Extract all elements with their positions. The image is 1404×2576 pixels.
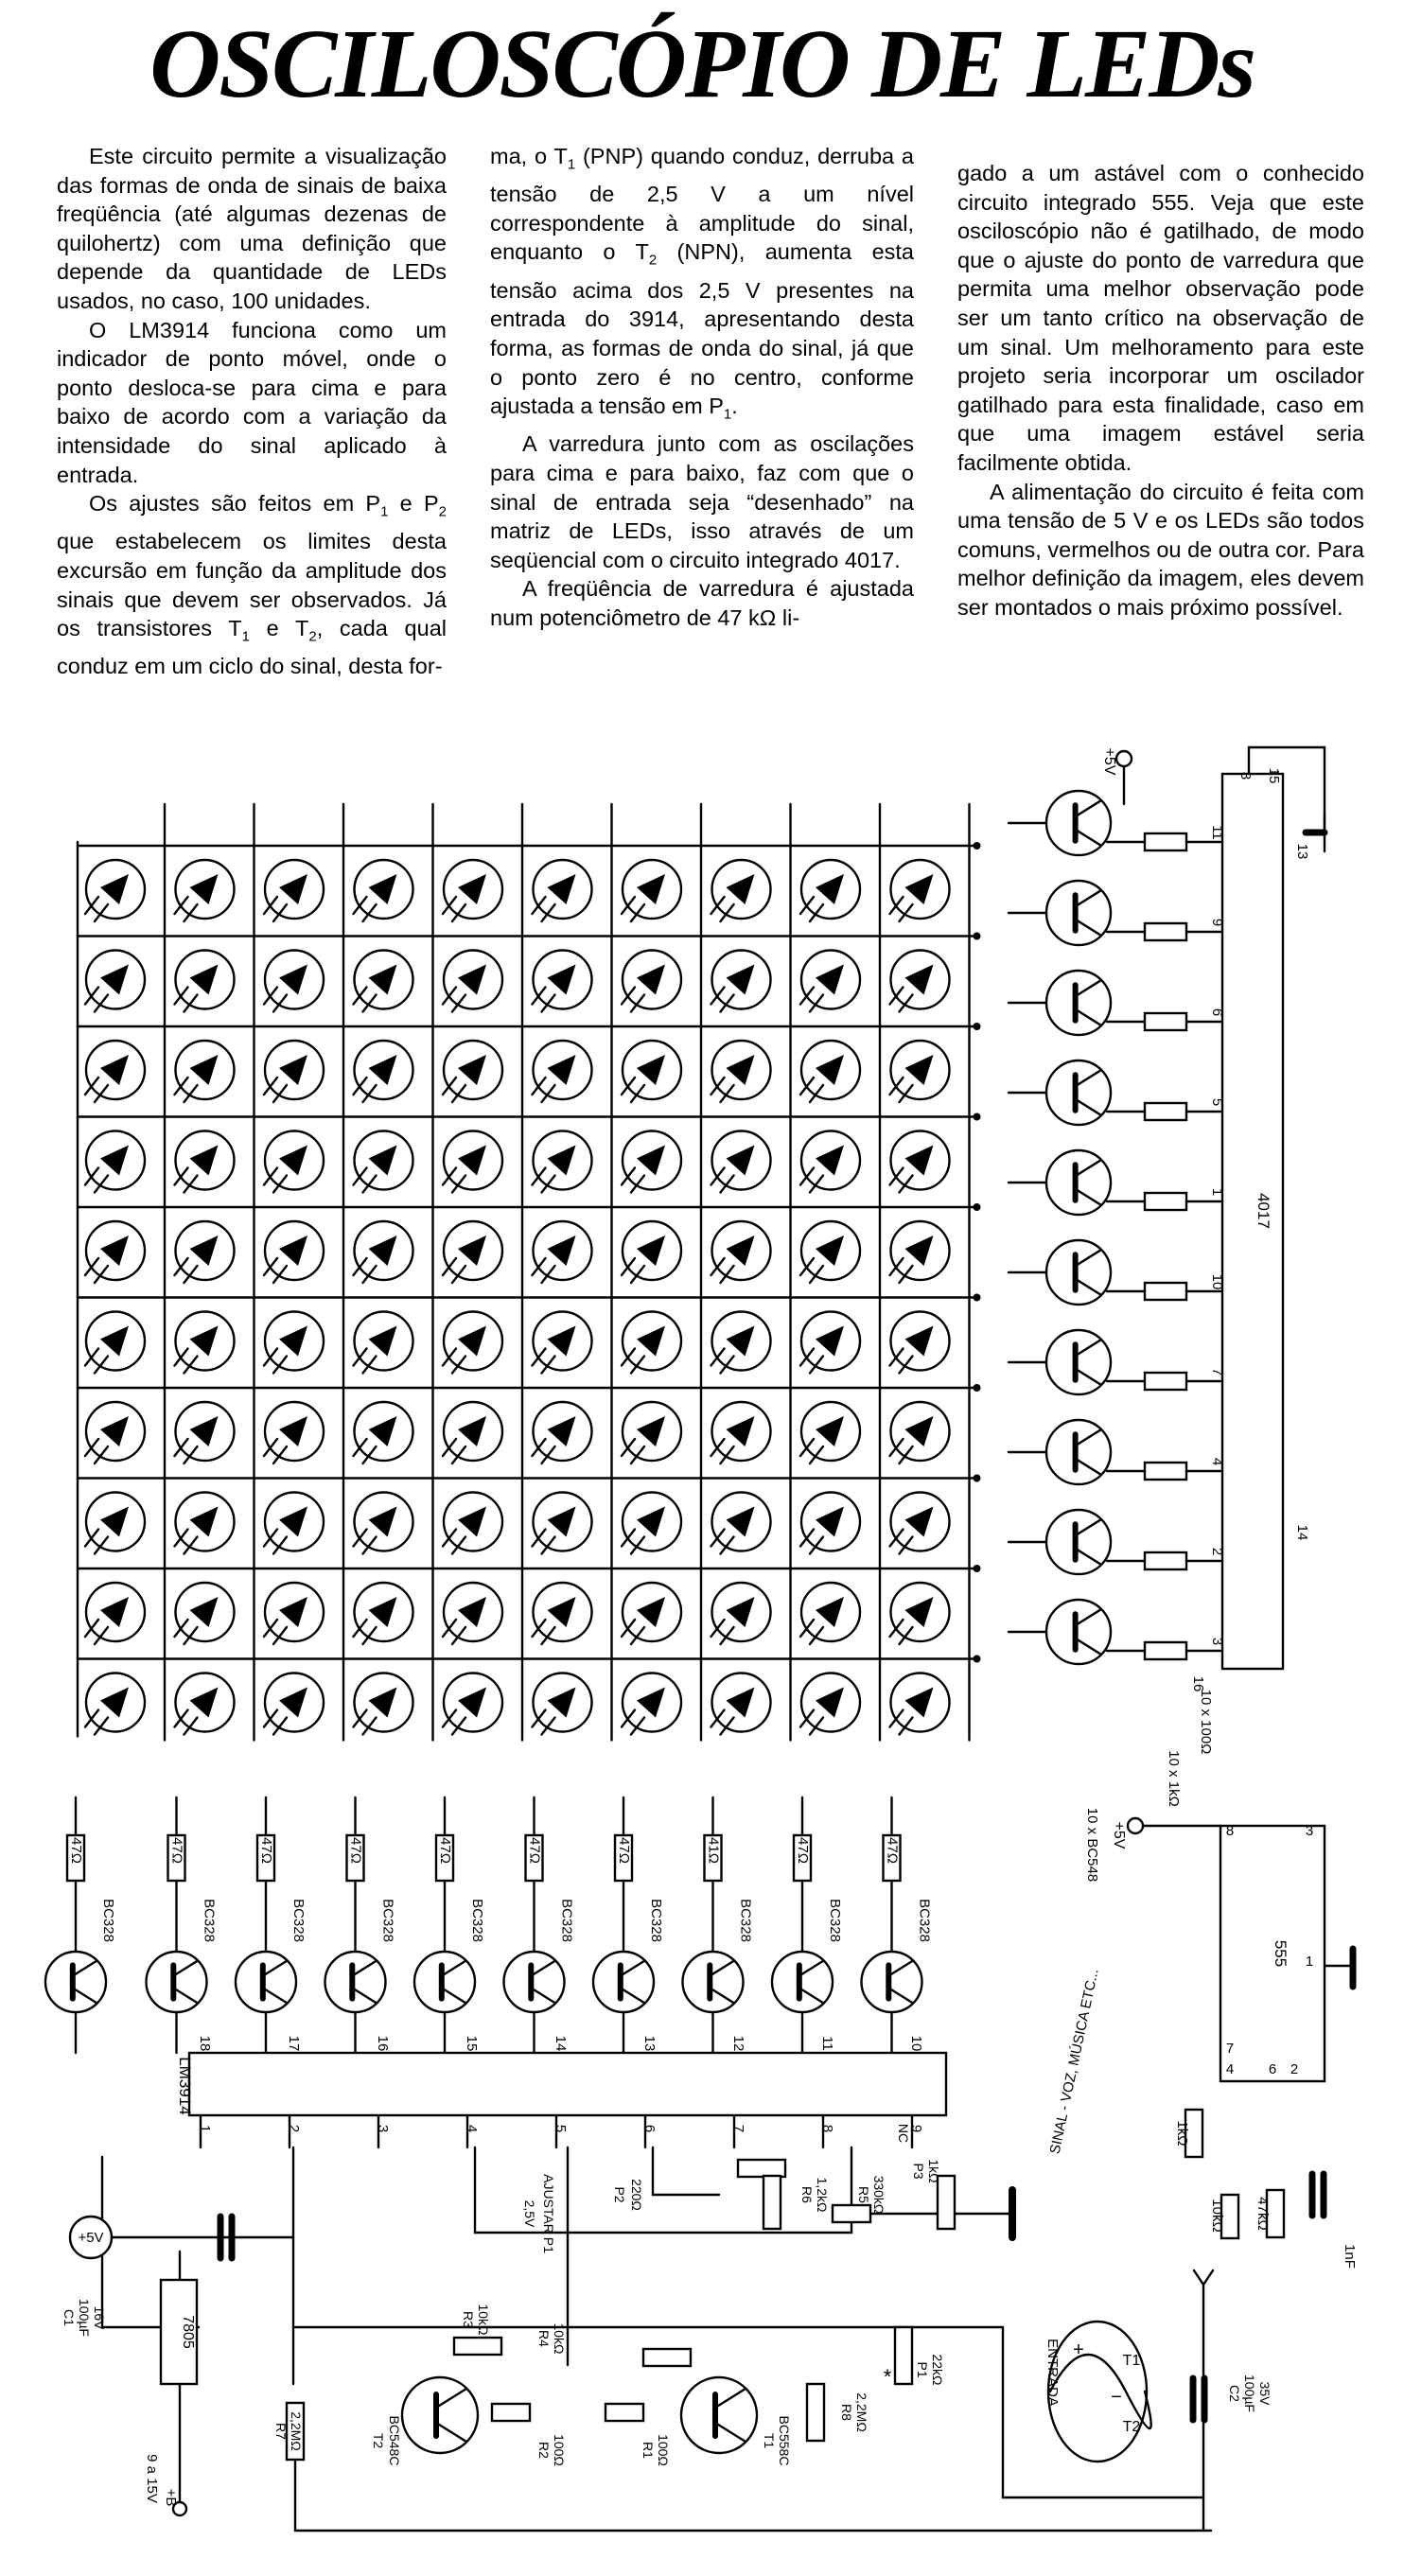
component-label: 1kΩ — [1174, 2120, 1190, 2147]
ic-4017 — [1222, 771, 1283, 1669]
component-label: R4 — [536, 2330, 552, 2347]
component-label: P2 — [612, 2186, 627, 2203]
junction-dot — [974, 842, 981, 850]
input-label: T2 — [1122, 2419, 1141, 2435]
subscript: 1 — [567, 156, 576, 173]
base-resistor — [1145, 1642, 1186, 1659]
pin-number: 17 — [286, 2035, 302, 2052]
component-label: 2,2MΩ — [854, 2392, 869, 2432]
resistor-r6 — [763, 2176, 781, 2229]
text-run: e T — [249, 616, 309, 641]
component-label: R5 — [856, 2186, 871, 2203]
pin-number: 4 — [1209, 1457, 1225, 1466]
input-label: + — [1073, 2339, 1084, 2360]
component-label: 47Ω — [168, 1837, 185, 1864]
resistor-r3 — [454, 2338, 501, 2355]
pin-number: 15 — [464, 2035, 480, 2052]
supply-terminal — [1116, 751, 1132, 766]
pin-number: 1 — [1209, 1187, 1225, 1197]
junction-dot — [974, 1023, 981, 1030]
subscript: 1 — [723, 406, 732, 423]
pin-number: 9 — [908, 2124, 924, 2133]
component-label: T1 — [762, 2432, 777, 2449]
part-number: BC328 — [201, 1899, 218, 1942]
pin-label: NC — [896, 2123, 911, 2144]
array-label: 10 x 1kΩ — [1166, 1750, 1182, 1807]
component-label: 7805 — [180, 2315, 196, 2349]
pin-number: 5 — [1209, 1097, 1225, 1107]
component-label: P3 — [911, 2163, 926, 2180]
supply-label: +B — [163, 2488, 179, 2507]
pin-number: 2 — [1290, 2061, 1299, 2077]
component-label: 22kΩ — [930, 2354, 945, 2386]
pin-number: 7 — [730, 2124, 746, 2133]
text-run: ma, o T — [490, 144, 568, 168]
pin-number: 8 — [819, 2124, 835, 2133]
pin-number: 14 — [553, 2035, 569, 2052]
paragraph: A varredura junto com as oscilações para cima e para baixo, faz com que o sinal de entrada seja “desenhado” na matriz de LEDs, isso através de um seqüencial com o circuito integrado 4017. — [490, 431, 914, 572]
base-resistor — [1145, 1193, 1186, 1210]
part-number: BC328 — [648, 1899, 664, 1942]
pin-number: 1 — [197, 2124, 213, 2133]
component-label: 2,2MΩ — [289, 2411, 304, 2451]
text-run: , cada qual conduz em um ciclo do sinal, desta for- — [57, 616, 447, 679]
subscript: 2 — [308, 628, 317, 645]
input-label: T1 — [1122, 2353, 1141, 2369]
pin-number: 7 — [1209, 1367, 1225, 1376]
subscript: 2 — [438, 503, 447, 520]
junction-dot — [974, 1475, 981, 1482]
pin-number: 3 — [1209, 1637, 1225, 1646]
paragraph — [57, 489, 447, 681]
junction-dot — [974, 1384, 981, 1392]
article-title: OSCILOSCÓPIO DE LEDs — [149, 9, 1255, 118]
part-number: BC328 — [916, 1899, 933, 1942]
resistor-r1 — [605, 2404, 643, 2421]
pin-number: 2 — [286, 2124, 302, 2133]
pin-number: 6 — [1268, 2061, 1277, 2077]
component-label: P1 — [915, 2361, 930, 2378]
subscript: 2 — [648, 253, 658, 270]
ic-label: 4017 — [1255, 1193, 1272, 1229]
pin-number: 5 — [553, 2124, 569, 2133]
part-number: BC328 — [100, 1899, 116, 1942]
note-label: SINAL - VOZ, MÚSICA ETC... — [1046, 1967, 1102, 2156]
base-resistor — [1145, 1552, 1186, 1569]
component-label: 100µF — [1242, 2374, 1257, 2412]
text-run: e P — [388, 491, 439, 517]
input-label: − — [1111, 2387, 1122, 2408]
component-label: R3 — [461, 2311, 476, 2328]
supply-label: +5V — [1101, 747, 1117, 776]
paragraph — [490, 142, 914, 429]
component-label: C1 — [61, 2309, 77, 2326]
paragraph: A freqüência de varredura é ajustada num potenciômetro de 47 kΩ li- — [490, 576, 914, 630]
component-label: 47Ω — [884, 1837, 901, 1864]
resistor-r2 — [492, 2404, 530, 2421]
pin-number: 7 — [1225, 2041, 1235, 2057]
wire — [653, 2147, 719, 2195]
input-waveform-frame — [1048, 2322, 1147, 2462]
supply-label: +5V — [1111, 1821, 1127, 1849]
paragraph: O LM3914 funciona como um indicador de ponto móvel, onde o ponto desloca-se para cima e para baixo de acordo com a variação da intensidade do sinal aplicado à entrada. — [57, 317, 447, 487]
supply-label: 9 a 15V — [144, 2454, 160, 2503]
component-label: 47Ω — [795, 1837, 811, 1864]
junction-dot — [974, 1565, 981, 1572]
pin-number: 2 — [1209, 1547, 1225, 1556]
pin-number: 14 — [1294, 1524, 1310, 1541]
component-label: R1 — [641, 2442, 656, 2459]
base-resistor — [1145, 1103, 1186, 1120]
wire — [1194, 2270, 1213, 2285]
component-label: 1,2kΩ — [815, 2177, 830, 2213]
pin-number: 15 — [1266, 767, 1282, 784]
pin-number: 10 — [908, 2035, 924, 2052]
schematic-labels — [61, 748, 1358, 2507]
pin-number: 6 — [641, 2124, 658, 2133]
pin-number: 11 — [1209, 825, 1225, 840]
resistor-r4 — [643, 2349, 691, 2366]
input-label: ENTRADA — [1044, 2339, 1061, 2407]
pin-number: 4 — [1225, 2061, 1235, 2077]
text-run: Os ajustes são feitos em P — [89, 491, 381, 517]
base-resistor — [1145, 1283, 1186, 1300]
part-number: BC328 — [558, 1899, 575, 1942]
component-label: 10kΩ — [1209, 2199, 1225, 2233]
component-label: 330kΩ — [871, 2175, 886, 2215]
component-label: 100Ω — [656, 2434, 671, 2466]
pot-p1 — [895, 2327, 912, 2384]
pin-number: 16 — [375, 2035, 391, 2052]
component-label: 100Ω — [552, 2434, 567, 2466]
ic-label: 555 — [1272, 1939, 1290, 1968]
schematic-diagram — [0, 719, 1404, 2576]
array-label: 10 x 100Ω — [1198, 1689, 1214, 1755]
component-label: C2 — [1227, 2385, 1242, 2402]
junction-dot — [974, 1294, 981, 1302]
component-label: 47Ω — [616, 1837, 632, 1864]
base-resistor — [1145, 1013, 1186, 1030]
component-label: 47kΩ — [1255, 2197, 1271, 2231]
pin-number: 3 — [1305, 1823, 1314, 1839]
junction-dot — [974, 1203, 981, 1211]
component-label: T2 — [371, 2432, 386, 2449]
text-run: (PNP) quando conduz, derruba a tensão de 2,5 V a um nível correspondente à amplitude do sinal, enquanto o T — [490, 144, 914, 265]
base-resistor — [1145, 923, 1186, 940]
junction-dot — [974, 933, 981, 940]
component-label: 47Ω — [347, 1837, 364, 1864]
pin-number: 16 — [1190, 1675, 1206, 1692]
ic-lm3914 — [189, 2053, 946, 2115]
part-number: BC328 — [379, 1899, 396, 1942]
component-label: 16V — [92, 2305, 107, 2330]
part-number: BC328 — [737, 1899, 754, 1942]
note-label: 2,5V — [522, 2199, 537, 2228]
component-label: R6 — [799, 2186, 815, 2203]
subscript: 1 — [380, 503, 389, 520]
component-label: BC558C — [777, 2415, 792, 2466]
pin-number: 6 — [1209, 1008, 1225, 1017]
junction-dot — [974, 1113, 981, 1121]
base-resistor — [1145, 1463, 1186, 1480]
component-label: 1kΩ — [926, 2159, 941, 2183]
ic-label: LM3914 — [176, 2057, 194, 2115]
text-column-3 — [957, 159, 1364, 622]
component-label: R2 — [536, 2442, 552, 2459]
component-label: 47Ω — [68, 1837, 84, 1864]
component-label: R7 — [273, 2423, 289, 2440]
text-column-2 — [490, 142, 914, 633]
component-label: 10kΩ — [552, 2322, 567, 2355]
pot-p3 — [938, 2176, 955, 2229]
component-label: 100µF — [77, 2299, 92, 2337]
component-label: 35V — [1257, 2381, 1272, 2406]
base-resistor — [1145, 1373, 1186, 1390]
pin-number: 9 — [1209, 918, 1225, 927]
pin-number: 13 — [1294, 843, 1310, 860]
array-label: 10 x BC548 — [1084, 1807, 1100, 1883]
pin-number: 11 — [819, 2036, 835, 2051]
component-label: 47Ω — [437, 1837, 453, 1864]
part-number: BC328 — [469, 1899, 485, 1942]
pin-number: 18 — [197, 2035, 213, 2052]
subscript: 1 — [241, 628, 250, 645]
supply-terminal — [1128, 1818, 1143, 1833]
pin-number: 1 — [1305, 1954, 1314, 1970]
pin-number: 8 — [1225, 1823, 1235, 1839]
component-label: 220Ω — [629, 2179, 644, 2211]
supply-label: +5V — [78, 2230, 104, 2246]
pin-number: 3 — [375, 2124, 391, 2133]
junction-dot — [974, 1656, 981, 1663]
paragraph: gado a um astável com o conhecido circuito integrado 555. Veja que este osciloscópio não é gatilhado, de modo que o ajuste do ponto de varredura que permita uma melhor observação pode ser um tanto crítico na observação de um sinal. Um melhoramento para este projeto seria incorporar um oscilador gatilhado para esta finalidade, caso em que uma imagem estável seria facilmente obtida. — [957, 161, 1364, 475]
base-resistor — [1145, 833, 1186, 850]
pin-number: 4 — [464, 2124, 480, 2133]
text-run: (NPN), aumenta esta tensão acima dos 2,5 V presentes na entrada do 3914, apresentando desta forma, as formas de onda do sinal, já que o ponto zero é no centro, conforme ajustada a tensão em P — [490, 239, 914, 419]
paragraph: A alimentação do circuito é feita com uma tensão de 5 V e os LEDs são todos comuns, vermelhos ou de outra cor. Para melhor definição da imagem, eles devem ser montados o mais próximo possível. — [957, 479, 1364, 620]
text-column-1 — [57, 142, 447, 681]
pin-number: 12 — [730, 2035, 746, 2052]
paragraph: Este circuito permite a visualização das formas de onda de sinais de baixa freqüência (até algumas dezenas de quilohertz) com uma definição que depende da quantidade de LEDs usados, no caso, 100 unidades. — [57, 144, 447, 313]
wire — [295, 2460, 1211, 2531]
pin-number: 13 — [641, 2035, 658, 2052]
resistor-r8 — [807, 2384, 824, 2441]
part-number: BC328 — [290, 1899, 307, 1942]
component-label: 1nF — [1342, 2244, 1358, 2269]
component-label: 10kΩ — [476, 2304, 491, 2336]
schematic-components — [45, 751, 1353, 2515]
resistor-r5 — [833, 2205, 870, 2222]
pin-number: 8 — [1237, 771, 1254, 780]
text-run: . — [731, 394, 738, 419]
component-label: 47Ω — [258, 1837, 274, 1864]
note-label: AJUSTAR P1 — [541, 2174, 556, 2253]
pot-p2 — [738, 2160, 785, 2177]
component-label: 41Ω — [705, 1837, 722, 1864]
part-number: BC328 — [827, 1899, 843, 1942]
component-label: BC548C — [387, 2415, 402, 2466]
component-label: 47Ω — [526, 1837, 543, 1864]
component-label: R8 — [839, 2404, 854, 2421]
pin-number: 10 — [1209, 1273, 1225, 1290]
annotation-mark: * — [883, 2365, 892, 2389]
text-run: que estabelecem os limites desta excursão em função da amplitude dos sinais que devem ser observados. Já os transistores T — [57, 529, 447, 641]
